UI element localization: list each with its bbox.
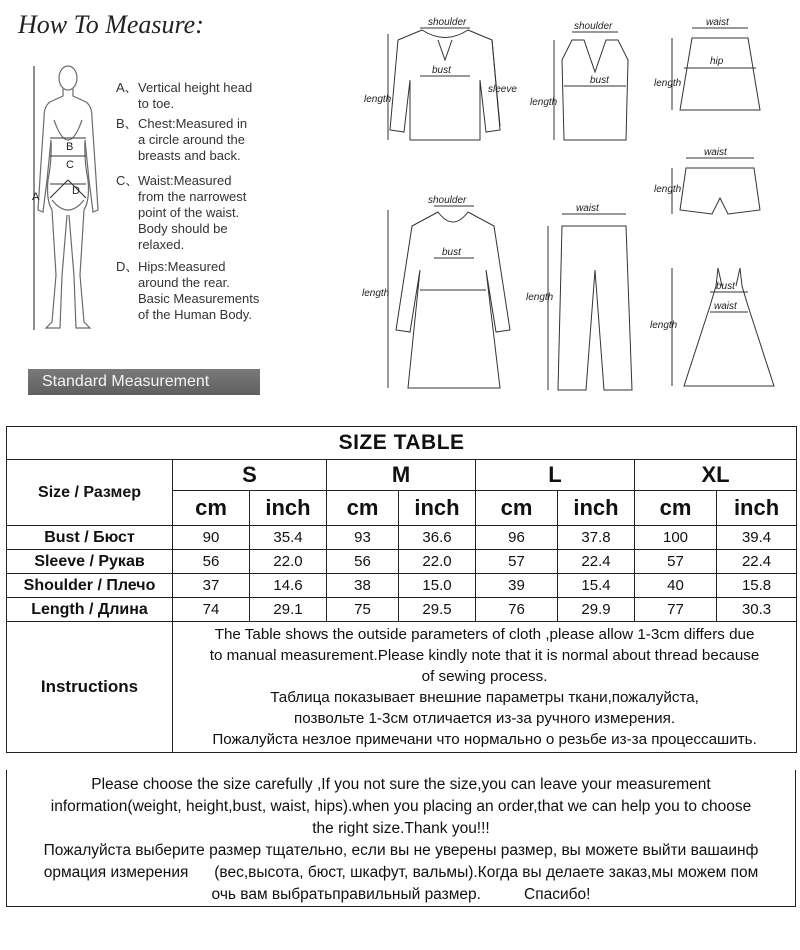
- note-line: очь вам выбратьправильный размер. Спасибо!: [211, 886, 591, 903]
- table-cell: 77: [635, 598, 717, 622]
- label-waist: waist: [704, 147, 727, 158]
- size-xl-header: XL: [635, 460, 797, 491]
- label-length: length: [530, 97, 558, 108]
- tank-top-diagram: [554, 32, 628, 140]
- row-label: Bust / Бюст: [7, 526, 173, 550]
- table-row-sleeve: [7, 550, 797, 574]
- table-cell: 56: [173, 550, 250, 574]
- table-row-length: [7, 598, 797, 622]
- legend-c: [116, 173, 246, 253]
- instructions-line: позвольте 1-3cм отличается из-за ручного измерения.: [294, 710, 676, 727]
- figure-letter-c: C: [66, 159, 74, 171]
- table-cell: 96: [476, 526, 558, 550]
- table-cell: 29.9: [558, 598, 635, 622]
- table-cell: 22.0: [250, 550, 327, 574]
- table-cell: 22.4: [717, 550, 797, 574]
- row-label: Shoulder / Плечо: [7, 574, 173, 598]
- legend-b: [116, 116, 247, 164]
- size-m-header: M: [327, 460, 476, 491]
- legend-key: A、: [116, 80, 138, 95]
- label-length: length: [364, 94, 392, 105]
- table-cell: 29.5: [399, 598, 476, 622]
- table-cell: 39: [476, 574, 558, 598]
- legend-key: D、: [116, 259, 139, 274]
- label-shoulder: shoulder: [428, 195, 467, 206]
- instructions-line: of sewing process.: [421, 668, 548, 685]
- note-line: Пожалуйста выберите размер тщательно, если вы не уверены размер, вы можете выйти вашаинф: [43, 842, 759, 859]
- instructions-text: [173, 622, 797, 753]
- row-label: Length / Длина: [7, 598, 173, 622]
- instructions-label: Instructions: [7, 622, 173, 753]
- figure-letter-b: B: [66, 141, 74, 153]
- label-bust: bust: [590, 75, 609, 86]
- unit-cm: cm: [173, 491, 250, 526]
- legend-key: C、: [116, 173, 139, 188]
- table-cell: 74: [173, 598, 250, 622]
- label-hip: hip: [710, 56, 724, 67]
- table-cell: 30.3: [717, 598, 797, 622]
- skirt-diagram: [672, 28, 760, 110]
- table-cell: 39.4: [717, 526, 797, 550]
- table-cell: 37: [173, 574, 250, 598]
- table-cell: 37.8: [558, 526, 635, 550]
- label-waist: waist: [714, 301, 737, 312]
- figure-letter-d: D: [72, 185, 80, 197]
- label-length: length: [362, 288, 390, 299]
- unit-inch: inch: [250, 491, 327, 526]
- size-choice-note: [6, 770, 796, 907]
- label-length: length: [654, 184, 682, 195]
- size-table-title: SIZE TABLE: [7, 427, 797, 460]
- unit-cm: cm: [476, 491, 558, 526]
- size-l-header: L: [476, 460, 635, 491]
- legend-text: Vertical height head to toe.: [138, 80, 253, 111]
- instructions-line: Таблица показывает внешние параметры ткани,пожалуйста,: [270, 689, 699, 706]
- table-cell: 36.6: [399, 526, 476, 550]
- table-title-row: [7, 427, 797, 460]
- table-cell: 100: [635, 526, 717, 550]
- table-cell: 75: [327, 598, 399, 622]
- size-label: Size / Размер: [7, 460, 173, 526]
- legend-key: B、: [116, 116, 138, 131]
- blouse-diagram: [388, 28, 500, 140]
- label-shoulder: shoulder: [574, 21, 613, 32]
- table-cell: 93: [327, 526, 399, 550]
- legend-text: Chest:Measured in a circle around the breasts and back.: [138, 116, 248, 163]
- note-line: the right size.Thank you!!!: [312, 820, 490, 837]
- legend-text: Hips:Measured around the rear. Basic Measurements of the Human Body.: [138, 259, 260, 322]
- trousers-diagram: [548, 214, 632, 390]
- label-length: length: [654, 78, 682, 89]
- table-cell: 22.0: [399, 550, 476, 574]
- label-waist: waist: [706, 17, 729, 28]
- table-row-bust: [7, 526, 797, 550]
- table-cell: 14.6: [250, 574, 327, 598]
- table-cell: 22.4: [558, 550, 635, 574]
- instructions-line: to manual measurement.Please kindly note that it is normal about thread because: [209, 647, 760, 664]
- guide-title: How To Measure:: [18, 10, 204, 39]
- table-row-shoulder: [7, 574, 797, 598]
- garment-diagrams: [350, 0, 790, 405]
- table-cell: 15.0: [399, 574, 476, 598]
- table-cell: 57: [476, 550, 558, 574]
- measurement-guide: [0, 0, 800, 410]
- note-line: ормация измерения (вес,высота, бюст, шкафут, вальмы).Когда вы делаете заказ,мы можем пом: [43, 864, 759, 881]
- unit-inch: inch: [399, 491, 476, 526]
- size-header-row: [7, 460, 797, 491]
- instructions-row: [7, 622, 797, 753]
- note-line: information(weight, height,bust, waist, hips).when you placing an order,that we can help you to choose: [50, 798, 752, 815]
- label-bust: bust: [716, 281, 735, 292]
- shorts-diagram: [672, 158, 760, 214]
- body-figure-illustration: [22, 60, 114, 345]
- table-cell: 15.4: [558, 574, 635, 598]
- label-bust: bust: [442, 247, 461, 258]
- unit-cm: cm: [635, 491, 717, 526]
- legend-d: [116, 259, 259, 323]
- figure-letter-a: A: [32, 191, 40, 203]
- table-cell: 40: [635, 574, 717, 598]
- label-length: length: [526, 292, 554, 303]
- table-cell: 56: [327, 550, 399, 574]
- instructions-line: The Table shows the outside parameters of cloth ,please allow 1-3cm differs due: [214, 626, 755, 643]
- table-cell: 90: [173, 526, 250, 550]
- label-sleeve: sleeve: [488, 84, 517, 95]
- label-waist: waist: [576, 203, 599, 214]
- table-cell: 76: [476, 598, 558, 622]
- unit-inch: inch: [717, 491, 797, 526]
- label-length: length: [650, 320, 678, 331]
- table-cell: 15.8: [717, 574, 797, 598]
- unit-inch: inch: [558, 491, 635, 526]
- size-s-header: S: [173, 460, 327, 491]
- coat-diagram: [388, 206, 510, 388]
- row-label: Sleeve / Рукав: [7, 550, 173, 574]
- table-cell: 35.4: [250, 526, 327, 550]
- unit-cm: cm: [327, 491, 399, 526]
- instructions-line: Пожалуйста незлое примечани что нормально о резьбе из-за процессашить.: [212, 731, 757, 748]
- label-bust: bust: [432, 65, 451, 76]
- legend-a: [116, 80, 252, 112]
- legend-text: Waist:Measured from the narrowest point of the waist. Body should be relaxed.: [138, 173, 247, 252]
- size-table: [6, 426, 797, 753]
- table-cell: 38: [327, 574, 399, 598]
- table-cell: 29.1: [250, 598, 327, 622]
- table-cell: 57: [635, 550, 717, 574]
- label-shoulder: shoulder: [428, 17, 467, 28]
- note-line: Please choose the size carefully ,If you not sure the size,you can leave your measurement: [91, 776, 711, 793]
- standard-measurement-label: Standard Measurement: [28, 369, 260, 395]
